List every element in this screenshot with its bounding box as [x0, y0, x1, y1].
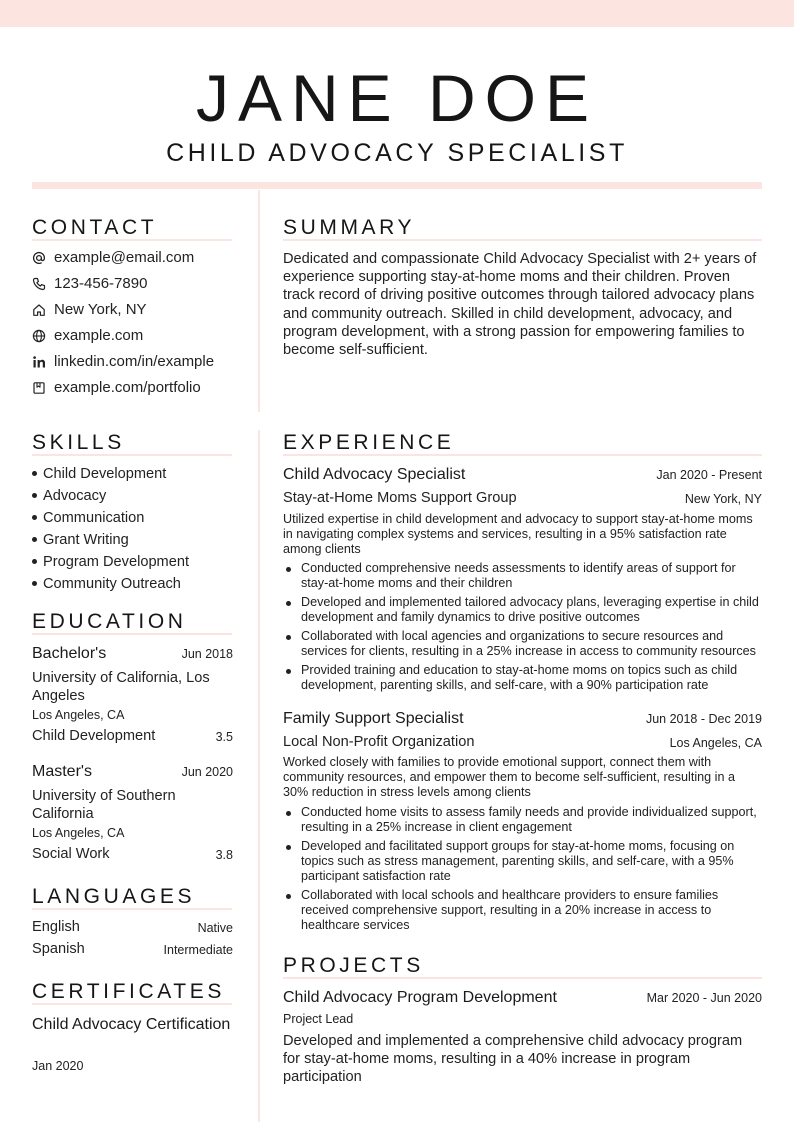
- education-rule: [32, 633, 232, 635]
- bullet-dot: [286, 845, 291, 850]
- education-gpa: 3.8: [215, 848, 233, 862]
- job-location: New York, NY: [684, 492, 762, 506]
- certificate-name: Child Advocacy Certification: [32, 1016, 231, 1033]
- bullet-dot: [286, 811, 291, 816]
- column-divider-top: [258, 190, 260, 412]
- bullet-dot: [286, 601, 291, 606]
- portfolio-icon: [32, 381, 46, 395]
- contact-portfolio-text: example.com/portfolio: [54, 379, 201, 396]
- contact-heading: CONTACT: [32, 216, 158, 239]
- job-dates: Jan 2020 - Present: [656, 468, 762, 482]
- skills-rule: [32, 454, 232, 456]
- education-location: Los Angeles, CA: [32, 826, 125, 840]
- contact-location: [32, 300, 242, 320]
- job-dates: Jun 2018 - Dec 2019: [645, 712, 762, 726]
- job-bullet: Collaborated with local schools and healthcare providers to ensure families received comprehensive support, resulting in a 20% increase in access to healthcare services: [301, 888, 761, 933]
- phone-icon: [32, 277, 46, 291]
- certificates-rule: [32, 1003, 232, 1005]
- education-gpa: 3.5: [215, 730, 233, 744]
- bullet-dot: [32, 471, 37, 476]
- project-name: Child Advocacy Program Development: [283, 989, 557, 1006]
- job-organization: Stay-at-Home Moms Support Group: [283, 490, 517, 506]
- contact-phone-text: 123-456-7890: [54, 275, 148, 292]
- job-bullet: Collaborated with local agencies and organizations to secure resources and services for clients, resulting in a 25% increase in access to community resources: [301, 629, 761, 659]
- summary-text: Dedicated and compassionate Child Advocacy Specialist with 2+ years of experience supporting stay-at-home moms and their children. Proven track record of driving positive outcomes through tailored advocacy plans and community outreach. Skilled in child development, advocacy, and program development, with a strong passion for empowering families to become self-sufficient.: [283, 251, 757, 359]
- job-title: Family Support Specialist: [283, 710, 464, 727]
- globe-icon: [32, 329, 46, 343]
- language-level: Intermediate: [163, 943, 233, 957]
- experience-rule: [283, 454, 762, 456]
- experience-heading: EXPERIENCE: [283, 431, 455, 454]
- projects-heading: PROJECTS: [283, 954, 424, 977]
- language-level: Native: [197, 921, 233, 935]
- contact-website-text: example.com: [54, 327, 144, 344]
- skill-item: Community Outreach: [32, 575, 181, 593]
- candidate-role: CHILD ADVOCACY SPECIALIST: [166, 139, 628, 167]
- project-dates: Mar 2020 - Jun 2020: [646, 991, 762, 1005]
- contact-location-text: New York, NY: [54, 301, 147, 318]
- education-date: Jun 2020: [181, 765, 233, 779]
- skill-item: Grant Writing: [32, 531, 129, 549]
- candidate-name: JANE DOE: [195, 61, 599, 135]
- bullet-dot: [32, 559, 37, 564]
- language-name: English: [32, 919, 80, 935]
- project-description: Developed and implemented a comprehensive child advocacy program for stay-at-home moms, resulting in a 40% increase in program participation: [283, 1033, 743, 1085]
- education-degree: Master's: [32, 763, 92, 780]
- bullet-dot: [286, 894, 291, 899]
- linkedin-icon: [32, 355, 46, 369]
- top-accent-band: [0, 0, 794, 27]
- job-bullet: Conducted comprehensive needs assessments to identify areas of support for stay-at-home moms and their children: [301, 561, 761, 591]
- job-description: Worked closely with families to provide emotional support, connect them with community resources, and empower them to become self-sufficient, resulting in a 30% reduction in stress levels among clients: [283, 755, 735, 799]
- education-school: University of Southern California: [32, 788, 176, 822]
- bullet-dot: [286, 567, 291, 572]
- job-location: Los Angeles, CA: [669, 736, 762, 750]
- bullet-dot: [32, 537, 37, 542]
- education-school: University of California, Los Angeles: [32, 670, 210, 704]
- bullet-dot: [286, 635, 291, 640]
- certificate-date: Jan 2020: [32, 1059, 84, 1073]
- languages-rule: [32, 908, 232, 910]
- education-field: Child Development: [32, 728, 156, 744]
- job-bullet: Conducted home visits to assess family needs and provide individualized support, resulting in a 25% increase in client engagement: [301, 805, 761, 835]
- contact-linkedin[interactable]: [32, 352, 242, 372]
- project-role: Project Lead: [283, 1012, 354, 1026]
- certificates-heading: CERTIFICATES: [32, 980, 225, 1003]
- skill-item: Advocacy: [32, 487, 106, 505]
- home-icon: [32, 303, 46, 317]
- language-name: Spanish: [32, 941, 85, 957]
- education-heading: EDUCATION: [32, 610, 187, 633]
- summary-rule: [283, 239, 762, 241]
- education-location: Los Angeles, CA: [32, 708, 125, 722]
- skill-item: Communication: [32, 509, 144, 527]
- bullet-dot: [32, 515, 37, 520]
- contact-email-text: example@email.com: [54, 249, 195, 266]
- education-degree: Bachelor's: [32, 645, 107, 662]
- job-organization: Local Non-Profit Organization: [283, 734, 475, 750]
- skills-heading: SKILLS: [32, 431, 125, 454]
- job-title: Child Advocacy Specialist: [283, 466, 466, 483]
- education-date: Jun 2018: [181, 647, 233, 661]
- contact-email[interactable]: [32, 248, 242, 268]
- skill-item: Child Development: [32, 465, 166, 483]
- job-bullet: Developed and facilitated support groups for stay-at-home moms, focusing on topics such as stress management, parenting skills, and self-care, with a 95% participant satisfaction rate: [301, 839, 761, 884]
- languages-heading: LANGUAGES: [32, 885, 196, 908]
- column-divider-bottom: [258, 430, 260, 1122]
- bullet-dot: [32, 493, 37, 498]
- education-field: Social Work: [32, 846, 110, 862]
- projects-rule: [283, 977, 762, 979]
- contact-rule: [32, 239, 232, 241]
- summary-heading: SUMMARY: [283, 216, 416, 239]
- bullet-dot: [32, 581, 37, 586]
- job-bullet: Provided training and education to stay-at-home moms on topics such as child development, parenting skills, and self-care, with a 90% participation rate: [301, 663, 761, 693]
- contact-phone[interactable]: [32, 274, 242, 294]
- skill-item: Program Development: [32, 553, 189, 571]
- contact-portfolio[interactable]: [32, 378, 242, 398]
- contact-website[interactable]: [32, 326, 242, 346]
- contact-linkedin-text: linkedin.com/in/example: [54, 353, 215, 370]
- job-bullet: Developed and implemented tailored advocacy plans, leveraging expertise in child development and family dynamics to drive positive outcomes: [301, 595, 761, 625]
- bullet-dot: [286, 669, 291, 674]
- header-divider: [32, 182, 762, 189]
- job-description: Utilized expertise in child development and advocacy to support stay-at-home moms in navigating complex systems and services, resulting in a 95% satisfaction rate among clients: [283, 512, 753, 556]
- at-icon: [32, 251, 46, 265]
